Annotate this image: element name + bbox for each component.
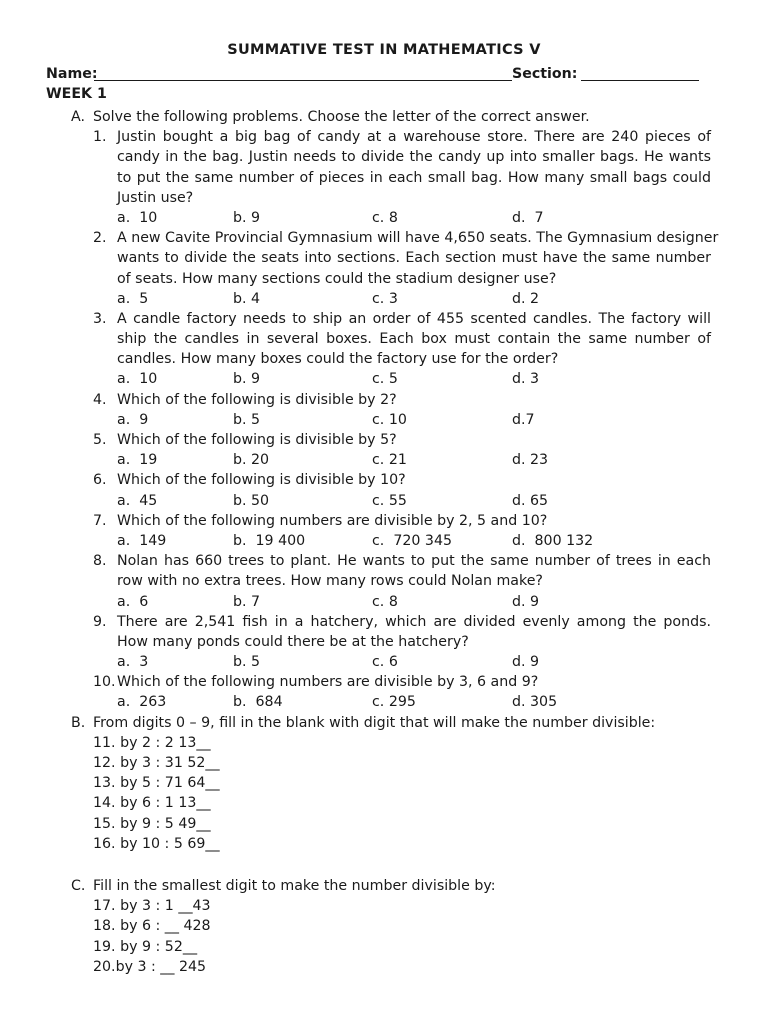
- question-text: to put the same number of pieces in each small bag. How many small bags could: [117, 169, 711, 186]
- question-text: Nolan has 660 trees to plant. He wants to put the same number of trees in each: [117, 553, 711, 570]
- question-line: [0, 269, 768, 289]
- question-text: There are 2,541 fish in a hatchery, which are divided evenly among the ponds.: [117, 613, 711, 630]
- answer-choice[interactable]: d. 7: [512, 209, 544, 226]
- answer-choice[interactable]: b. 4: [233, 290, 261, 307]
- answer-choice[interactable]: d.7: [512, 411, 535, 428]
- question-number: 9.: [93, 613, 107, 630]
- question-text: How many ponds could there be at the hatchery?: [117, 633, 469, 650]
- answer-choice[interactable]: d. 9: [512, 654, 540, 671]
- answer-choice[interactable]: d. 2: [512, 290, 540, 307]
- question-line: [0, 349, 768, 369]
- fill-blank-item: [0, 793, 768, 813]
- question-number: 2.: [93, 230, 107, 247]
- answer-choice[interactable]: b. 9: [233, 209, 261, 226]
- question-1: [0, 127, 768, 228]
- answer-choice[interactable]: a. 19: [117, 452, 158, 469]
- question-2: [0, 228, 768, 309]
- question-number: 7.: [93, 512, 107, 529]
- part-b-letter: B.: [71, 714, 86, 731]
- fill-blank-item: [0, 834, 768, 854]
- question-line: [0, 248, 768, 268]
- answer-choice[interactable]: c. 3: [372, 290, 398, 307]
- answer-choice[interactable]: a. 3: [117, 654, 149, 671]
- fill-blank-item: [0, 896, 768, 916]
- name-blank: [94, 80, 512, 81]
- question-text: Which of the following is divisible by 5?: [117, 432, 397, 448]
- answer-choice[interactable]: a. 10: [117, 371, 158, 388]
- answer-choice[interactable]: a. 149: [117, 532, 167, 549]
- question-line: [0, 632, 768, 652]
- answer-choice[interactable]: a. 10: [117, 209, 158, 226]
- question-text: A new Cavite Provincial Gymnasium will have 4,650 seats. The Gymnasium designer: [117, 230, 719, 247]
- answer-choice[interactable]: b. 19 400: [233, 532, 306, 549]
- question-text: ship the candles in several boxes. Each box must contain the same number of: [117, 331, 711, 348]
- question-number: 5.: [93, 432, 107, 448]
- question-line: [0, 551, 768, 571]
- fill-blank-item: [0, 957, 768, 977]
- answer-choice[interactable]: d. 9: [512, 593, 540, 610]
- part-b-instruction: From digits 0 – 9, fill in the blank with digit that will make the number divisible:: [93, 714, 656, 731]
- fill-blank-text[interactable]: 17. by 3 : 1 __43: [93, 898, 211, 915]
- question-text: Which of the following is divisible by 10?: [117, 472, 406, 489]
- answer-choice[interactable]: b. 5: [233, 654, 261, 671]
- answer-choice[interactable]: d. 305: [512, 694, 558, 711]
- question-6: [0, 470, 768, 510]
- question-3: [0, 309, 768, 390]
- section-label: Section:: [512, 66, 578, 82]
- question-number: 6.: [93, 472, 107, 489]
- question-line: [0, 329, 768, 349]
- question-line: [0, 470, 768, 490]
- question-line: [0, 127, 768, 147]
- answer-choice[interactable]: c. 6: [372, 654, 398, 671]
- question-text: of seats. How many sections could the stadium designer use?: [117, 270, 557, 287]
- fill-blank-item: [0, 937, 768, 957]
- fill-blank-item: [0, 733, 768, 753]
- answer-choice[interactable]: d. 3: [512, 371, 540, 388]
- question-text: wants to divide the seats into sections. Each section must have the same number: [117, 250, 711, 267]
- part-a-questions: [0, 127, 768, 712]
- question-line: [0, 571, 768, 591]
- fill-blank-item: [0, 753, 768, 773]
- question-5: [0, 430, 768, 470]
- page-title: SUMMATIVE TEST IN MATHEMATICS V: [227, 42, 541, 58]
- fill-blank-text[interactable]: 12. by 3 : 31 52__: [93, 755, 220, 771]
- fill-blank-text[interactable]: 16. by 10 : 5 69__: [93, 835, 220, 852]
- question-number: 1.: [93, 129, 107, 146]
- choice-row: [0, 450, 768, 470]
- fill-blank-text[interactable]: 18. by 6 : __ 428: [93, 918, 211, 935]
- part-b-items: [0, 733, 768, 854]
- answer-choice[interactable]: c. 295: [372, 694, 416, 711]
- choice-row: [0, 491, 768, 511]
- question-9: [0, 612, 768, 673]
- question-text: Which of the following numbers are divisible by 3, 6 and 9?: [117, 674, 539, 691]
- choice-row: [0, 652, 768, 672]
- question-line: [0, 612, 768, 632]
- week-heading: WEEK 1: [46, 86, 107, 102]
- answer-choice[interactable]: a. 9: [117, 411, 149, 428]
- fill-blank-text[interactable]: 11. by 2 : 2 13__: [93, 734, 211, 751]
- question-text: row with no extra trees. How many rows could Nolan make?: [117, 573, 543, 590]
- choice-row: [0, 410, 768, 430]
- question-text: Which of the following numbers are divisible by 2, 5 and 10?: [117, 512, 548, 529]
- answer-choice[interactable]: a. 45: [117, 492, 158, 509]
- choice-row: [0, 369, 768, 389]
- answer-choice[interactable]: b. 50: [233, 492, 270, 509]
- answer-choice[interactable]: b. 684: [233, 694, 283, 711]
- test-body: [0, 107, 768, 977]
- answer-choice[interactable]: c. 21: [372, 452, 407, 469]
- question-line: [0, 511, 768, 531]
- question-line: [0, 168, 768, 188]
- question-text: A candle factory needs to ship an order of 455 scented candles. The factory will: [117, 310, 711, 327]
- answer-choice[interactable]: c. 8: [372, 593, 398, 610]
- question-8: [0, 551, 768, 612]
- answer-choice[interactable]: b. 9: [233, 371, 261, 388]
- question-text: Which of the following is divisible by 2?: [117, 391, 397, 408]
- choice-row: [0, 289, 768, 309]
- choice-row: [0, 531, 768, 551]
- fill-blank-text[interactable]: 20.by 3 : __ 245: [93, 958, 207, 975]
- part-c-instruction: Fill in the smallest digit to make the number divisible by:: [93, 877, 496, 894]
- fill-blank-text[interactable]: 13. by 5 : 71 64__: [93, 775, 220, 792]
- question-number: 3.: [93, 310, 107, 327]
- question-line: [0, 390, 768, 410]
- choice-row: [0, 592, 768, 612]
- student-info-row: [46, 66, 706, 86]
- answer-choice[interactable]: c. 55: [372, 492, 407, 509]
- answer-choice[interactable]: d. 23: [512, 452, 549, 469]
- section-blank: [581, 80, 699, 81]
- part-b-heading: [0, 713, 768, 733]
- question-4: [0, 390, 768, 430]
- question-7: [0, 511, 768, 551]
- part-c-heading: [0, 876, 768, 896]
- answer-choice[interactable]: b. 7: [233, 593, 261, 610]
- fill-blank-item: [0, 814, 768, 834]
- fill-blank-text[interactable]: 19. by 9 : 52__: [93, 938, 198, 955]
- answer-choice[interactable]: a. 5: [117, 290, 149, 307]
- answer-choice[interactable]: c. 8: [372, 209, 398, 226]
- answer-choice[interactable]: c. 5: [372, 371, 398, 388]
- part-a-heading: [0, 107, 768, 127]
- answer-choice[interactable]: b. 5: [233, 411, 261, 428]
- answer-choice[interactable]: d. 65: [512, 492, 549, 509]
- question-text: candles. How many boxes could the factory use for the order?: [117, 351, 559, 368]
- answer-choice[interactable]: b. 20: [233, 452, 270, 469]
- question-number: 8.: [93, 553, 107, 570]
- fill-blank-item: [0, 916, 768, 936]
- question-text: candy in the bag. Justin needs to divide the candy up into smaller bags. He wants: [117, 149, 711, 166]
- fill-blank-text[interactable]: 15. by 9 : 5 49__: [93, 815, 211, 832]
- answer-choice[interactable]: d. 800 132: [512, 532, 594, 549]
- fill-blank-item: [0, 773, 768, 793]
- question-line: [0, 228, 768, 248]
- part-a-letter: A.: [71, 109, 85, 125]
- question-text: Justin bought a big bag of candy at a warehouse store. There are 240 pieces of: [117, 129, 711, 146]
- question-line: [0, 147, 768, 167]
- part-c-items: [0, 896, 768, 977]
- question-10: [0, 672, 768, 712]
- question-text: Justin use?: [117, 189, 194, 206]
- part-c-letter: C.: [71, 877, 86, 894]
- question-number: 10.: [93, 674, 116, 691]
- fill-blank-text[interactable]: 14. by 6 : 1 13__: [93, 795, 211, 812]
- answer-choice[interactable]: a. 6: [117, 593, 149, 610]
- choice-row: [0, 208, 768, 228]
- question-line: [0, 309, 768, 329]
- question-line: [0, 430, 768, 450]
- choice-row: [0, 692, 768, 712]
- question-line: [0, 672, 768, 692]
- answer-choice[interactable]: c. 720 345: [372, 532, 452, 549]
- name-label: Name:: [46, 66, 98, 82]
- question-number: 4.: [93, 391, 107, 408]
- answer-choice[interactable]: c. 10: [372, 411, 407, 428]
- question-line: [0, 188, 768, 208]
- answer-choice[interactable]: a. 263: [117, 694, 167, 711]
- part-a-instruction: Solve the following problems. Choose the letter of the correct answer.: [93, 109, 590, 125]
